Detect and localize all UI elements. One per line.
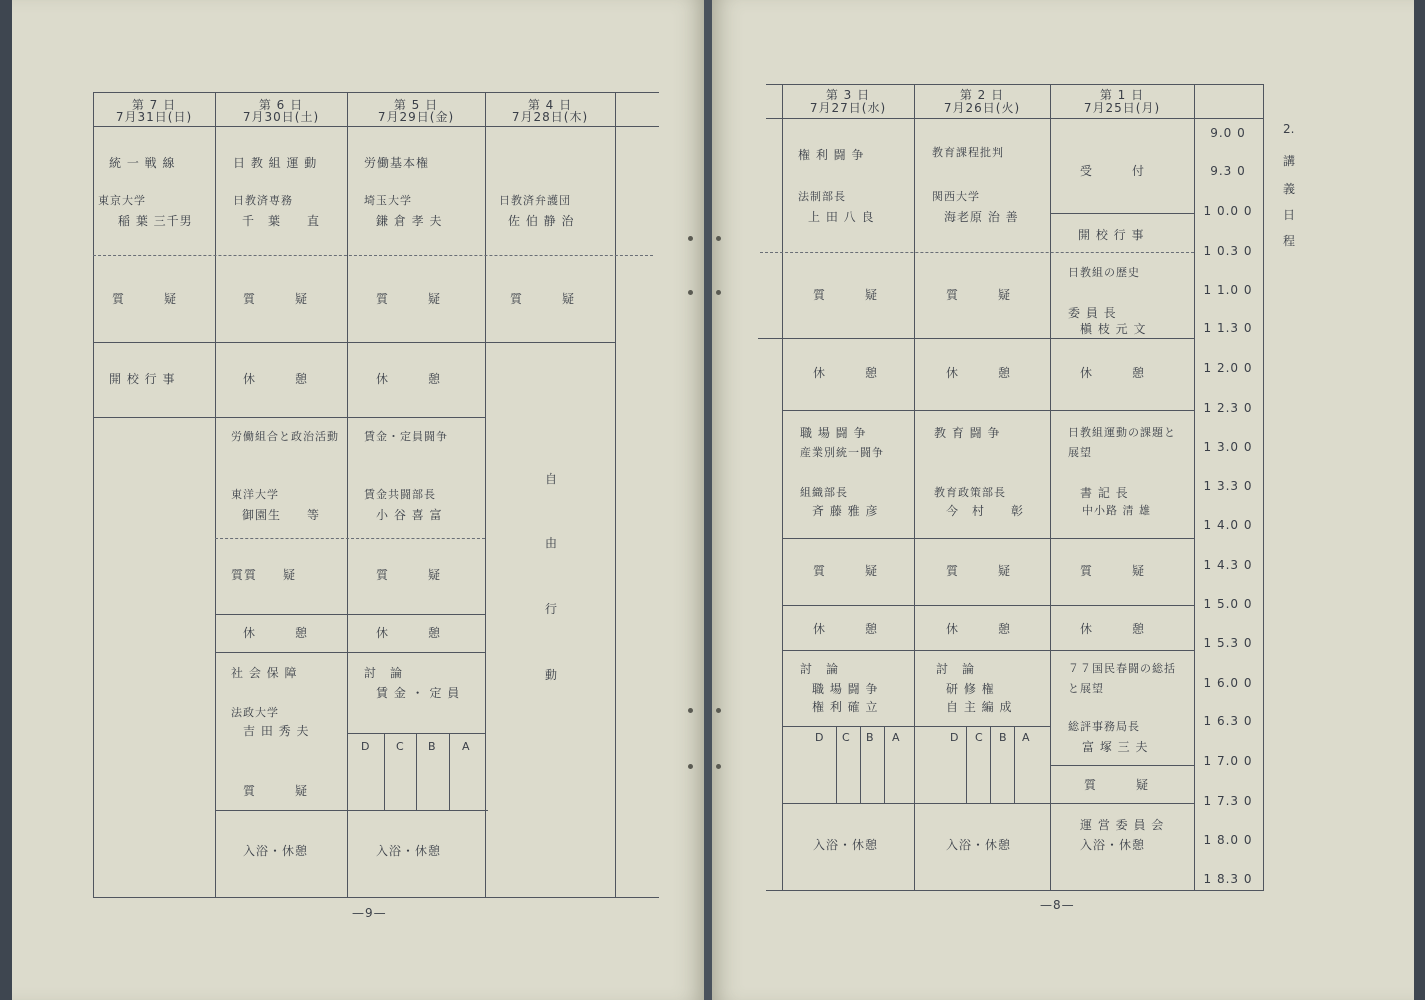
d3-group-c: C bbox=[842, 731, 851, 744]
d3-disc1: 職 場 闘 争 bbox=[812, 682, 879, 696]
header-day2: 第 2 日 bbox=[959, 88, 1005, 102]
header-day5: 第 5 日 bbox=[393, 98, 439, 112]
section-title-char: 日 bbox=[1283, 208, 1296, 222]
d6-org2: 東洋大学 bbox=[231, 488, 279, 501]
d3-disc2: 権 利 確 立 bbox=[812, 700, 879, 714]
d5-qa: 質 疑 bbox=[376, 292, 442, 306]
d1-lecture2a: 日教組運動の課題と bbox=[1068, 426, 1176, 439]
d6-lecture2: 労働組合と政治活動 bbox=[231, 430, 339, 443]
d6-rest2: 休 憩 bbox=[243, 626, 309, 640]
d2-rest2: 休 憩 bbox=[946, 622, 1012, 636]
d5-group-c: C bbox=[396, 740, 405, 753]
section-number: 2. bbox=[1283, 122, 1295, 136]
header-day4: 第 4 日 bbox=[527, 98, 573, 112]
d4-free-1: 自 bbox=[545, 472, 558, 486]
d4-name: 佐 伯 静 治 bbox=[508, 214, 575, 228]
d6-qa3: 質 疑 bbox=[243, 784, 309, 798]
d2-org: 関西大学 bbox=[932, 190, 980, 203]
d1-role: 委 員 長 bbox=[1068, 306, 1117, 320]
time-label: 1 8.0 0 bbox=[1203, 833, 1253, 847]
d5-group-d: D bbox=[361, 740, 371, 753]
d7-name: 稲 葉 三千男 bbox=[118, 214, 193, 228]
d5-bath: 入浴・休憩 bbox=[376, 844, 442, 858]
d5-disc: 討 論 bbox=[364, 666, 404, 680]
header-date7: 7月31日(日) bbox=[115, 110, 193, 124]
d1-ceremony: 開 校 行 事 bbox=[1078, 228, 1145, 242]
time-label: 1 1.0 0 bbox=[1203, 283, 1253, 297]
d3-lecture: 権 利 闘 争 bbox=[798, 148, 865, 162]
header-date6: 7月30日(土) bbox=[242, 110, 320, 124]
section-title-char: 講 bbox=[1283, 154, 1296, 168]
d3-rest2: 休 憩 bbox=[813, 622, 879, 636]
d5-group-b: B bbox=[428, 740, 437, 753]
d2-org2: 教育政策部長 bbox=[934, 486, 1006, 499]
d3-qa: 質 疑 bbox=[813, 288, 879, 302]
d2-disc1: 研 修 権 bbox=[946, 682, 995, 696]
d5-qa2: 質 疑 bbox=[376, 568, 442, 582]
book-gutter bbox=[704, 0, 712, 1000]
d1-rest1: 休 憩 bbox=[1080, 366, 1146, 380]
d2-qa: 質 疑 bbox=[946, 288, 1012, 302]
d2-group-a: A bbox=[1022, 731, 1031, 744]
d2-disc: 討 論 bbox=[936, 662, 976, 676]
d3-name2: 斉 藤 雅 彦 bbox=[812, 504, 879, 518]
time-label: 1 0.0 0 bbox=[1203, 204, 1253, 218]
d5-disc-topic: 賃 金 ・ 定 員 bbox=[376, 686, 461, 700]
d1-lecture2b: 展望 bbox=[1068, 446, 1092, 459]
d1-org3: 総評事務局長 bbox=[1068, 720, 1140, 733]
time-label: 1 0.3 0 bbox=[1203, 244, 1253, 258]
d2-group-c: C bbox=[975, 731, 984, 744]
time-label: 1 2.0 0 bbox=[1203, 361, 1253, 375]
d1-name2: 中小路 清 雄 bbox=[1082, 504, 1151, 517]
d5-rest1: 休 憩 bbox=[376, 372, 442, 386]
d2-name2: 今 村 彰 bbox=[946, 504, 1025, 518]
d3-org2: 組織部長 bbox=[800, 486, 848, 499]
d3-bath: 入浴・休憩 bbox=[813, 838, 879, 852]
header-day6: 第 6 日 bbox=[258, 98, 304, 112]
d6-name: 千 葉 直 bbox=[242, 214, 321, 228]
d3-org: 法制部長 bbox=[798, 190, 846, 203]
d6-name3: 吉 田 秀 夫 bbox=[243, 724, 310, 738]
d2-bath: 入浴・休憩 bbox=[946, 838, 1012, 852]
time-label: 1 1.3 0 bbox=[1203, 321, 1253, 335]
d2-group-d: D bbox=[950, 731, 960, 744]
d7-qa: 質 疑 bbox=[112, 292, 178, 306]
d2-disc2: 自 主 編 成 bbox=[946, 700, 1013, 714]
d5-org2: 賃金共闘部長 bbox=[364, 488, 436, 501]
d6-org: 日教済専務 bbox=[233, 194, 293, 207]
d2-name: 海老原 治 善 bbox=[944, 210, 1019, 224]
d1-lecture3a: ７７国民春闘の総括 bbox=[1068, 662, 1176, 675]
d3-lecture2: 職 場 闘 争 bbox=[800, 426, 867, 440]
d1-reception: 受 付 bbox=[1080, 164, 1146, 178]
header-day3: 第 3 日 bbox=[825, 88, 871, 102]
d3-group-d: D bbox=[815, 731, 825, 744]
time-label: 1 4.0 0 bbox=[1203, 518, 1253, 532]
time-label: 9.3 0 bbox=[1210, 164, 1246, 178]
d2-group-b: B bbox=[999, 731, 1008, 744]
d6-lecture: 日 教 組 運 動 bbox=[233, 156, 318, 170]
d4-free-4: 動 bbox=[545, 668, 558, 682]
d4-org: 日教済弁護団 bbox=[499, 194, 571, 207]
d3-group-b: B bbox=[866, 731, 875, 744]
d1-lecture3b: と展望 bbox=[1068, 682, 1104, 695]
d3-qa2: 質 疑 bbox=[813, 564, 879, 578]
d2-lecture2: 教 育 闘 争 bbox=[934, 426, 1001, 440]
header-day7: 第 7 日 bbox=[131, 98, 177, 112]
header-date5: 7月29日(金) bbox=[377, 110, 455, 124]
d4-qa: 質 疑 bbox=[510, 292, 576, 306]
d4-free-2: 由 bbox=[545, 536, 558, 550]
d1-committee: 運 営 委 員 会 bbox=[1080, 818, 1165, 832]
header-date4: 7月28日(木) bbox=[511, 110, 589, 124]
time-label: 1 3.3 0 bbox=[1203, 479, 1253, 493]
d4-free-3: 行 bbox=[545, 602, 558, 616]
d6-lecture3: 社 会 保 障 bbox=[231, 666, 298, 680]
d7-org: 東京大学 bbox=[98, 194, 146, 207]
d2-qa2: 質 疑 bbox=[946, 564, 1012, 578]
time-label: 1 2.3 0 bbox=[1203, 401, 1253, 415]
d5-lecture2: 賃金・定員闘争 bbox=[364, 430, 448, 443]
binding-hole bbox=[716, 236, 721, 241]
d7-lecture: 統 一 戦 線 bbox=[109, 156, 176, 170]
d6-name2: 御園生 等 bbox=[242, 508, 321, 522]
d1-name: 槇 枝 元 文 bbox=[1080, 322, 1147, 336]
d3-rest1: 休 憩 bbox=[813, 366, 879, 380]
binding-hole bbox=[688, 290, 693, 295]
binding-hole bbox=[688, 764, 693, 769]
time-label: 1 7.3 0 bbox=[1203, 794, 1253, 808]
d1-qa3: 質 疑 bbox=[1084, 778, 1150, 792]
d5-name: 鎌 倉 孝 夫 bbox=[376, 214, 443, 228]
binding-hole bbox=[716, 708, 721, 713]
d3-lecture2b: 産業別統一闘争 bbox=[800, 446, 884, 459]
right-page-number: —8— bbox=[1040, 898, 1075, 912]
d1-name3: 富 塚 三 夫 bbox=[1082, 740, 1149, 754]
d2-rest1: 休 憩 bbox=[946, 366, 1012, 380]
header-date3: 7月27日(水) bbox=[809, 101, 887, 115]
d5-lecture: 労働基本権 bbox=[364, 156, 430, 170]
d3-group-a: A bbox=[892, 731, 901, 744]
left-page-number: —9— bbox=[352, 906, 387, 920]
time-label: 1 8.3 0 bbox=[1203, 872, 1253, 886]
d5-name2: 小 谷 喜 富 bbox=[376, 508, 443, 522]
section-title-char: 程 bbox=[1283, 234, 1296, 248]
header-day1: 第 1 日 bbox=[1099, 88, 1145, 102]
d6-qa: 質 疑 bbox=[243, 292, 309, 306]
time-label: 1 5.3 0 bbox=[1203, 636, 1253, 650]
time-label: 1 6.3 0 bbox=[1203, 714, 1253, 728]
d6-bath: 入浴・休憩 bbox=[243, 844, 309, 858]
d6-rest1: 休 憩 bbox=[243, 372, 309, 386]
d2-lecture: 教育課程批判 bbox=[932, 146, 1004, 159]
binding-hole bbox=[688, 236, 693, 241]
d1-history: 日教組の歴史 bbox=[1068, 266, 1140, 279]
header-date1: 7月25日(月) bbox=[1083, 101, 1161, 115]
time-label: 1 7.0 0 bbox=[1203, 754, 1253, 768]
binding-hole bbox=[688, 708, 693, 713]
d1-org2: 書 記 長 bbox=[1080, 486, 1129, 500]
time-label: 9.0 0 bbox=[1210, 126, 1246, 140]
time-label: 1 3.0 0 bbox=[1203, 440, 1253, 454]
d5-org: 埼玉大学 bbox=[364, 194, 412, 207]
d1-bath: 入浴・休憩 bbox=[1080, 838, 1146, 852]
section-title-char: 義 bbox=[1283, 182, 1296, 196]
d7-event: 開 校 行 事 bbox=[109, 372, 176, 386]
d1-rest2: 休 憩 bbox=[1080, 622, 1146, 636]
time-label: 1 6.0 0 bbox=[1203, 676, 1253, 690]
time-label: 1 4.3 0 bbox=[1203, 558, 1253, 572]
header-date2: 7月26日(火) bbox=[943, 101, 1021, 115]
d1-qa2: 質 疑 bbox=[1080, 564, 1146, 578]
binding-hole bbox=[716, 764, 721, 769]
d3-disc: 討 論 bbox=[800, 662, 840, 676]
time-label: 1 5.0 0 bbox=[1203, 597, 1253, 611]
binding-hole bbox=[716, 290, 721, 295]
d6-org3: 法政大学 bbox=[231, 706, 279, 719]
d5-group-a: A bbox=[462, 740, 471, 753]
d6-qa2: 質質 疑 bbox=[231, 568, 297, 582]
d5-rest2: 休 憩 bbox=[376, 626, 442, 640]
left-page bbox=[12, 0, 704, 1000]
d3-name: 上 田 八 良 bbox=[808, 210, 875, 224]
